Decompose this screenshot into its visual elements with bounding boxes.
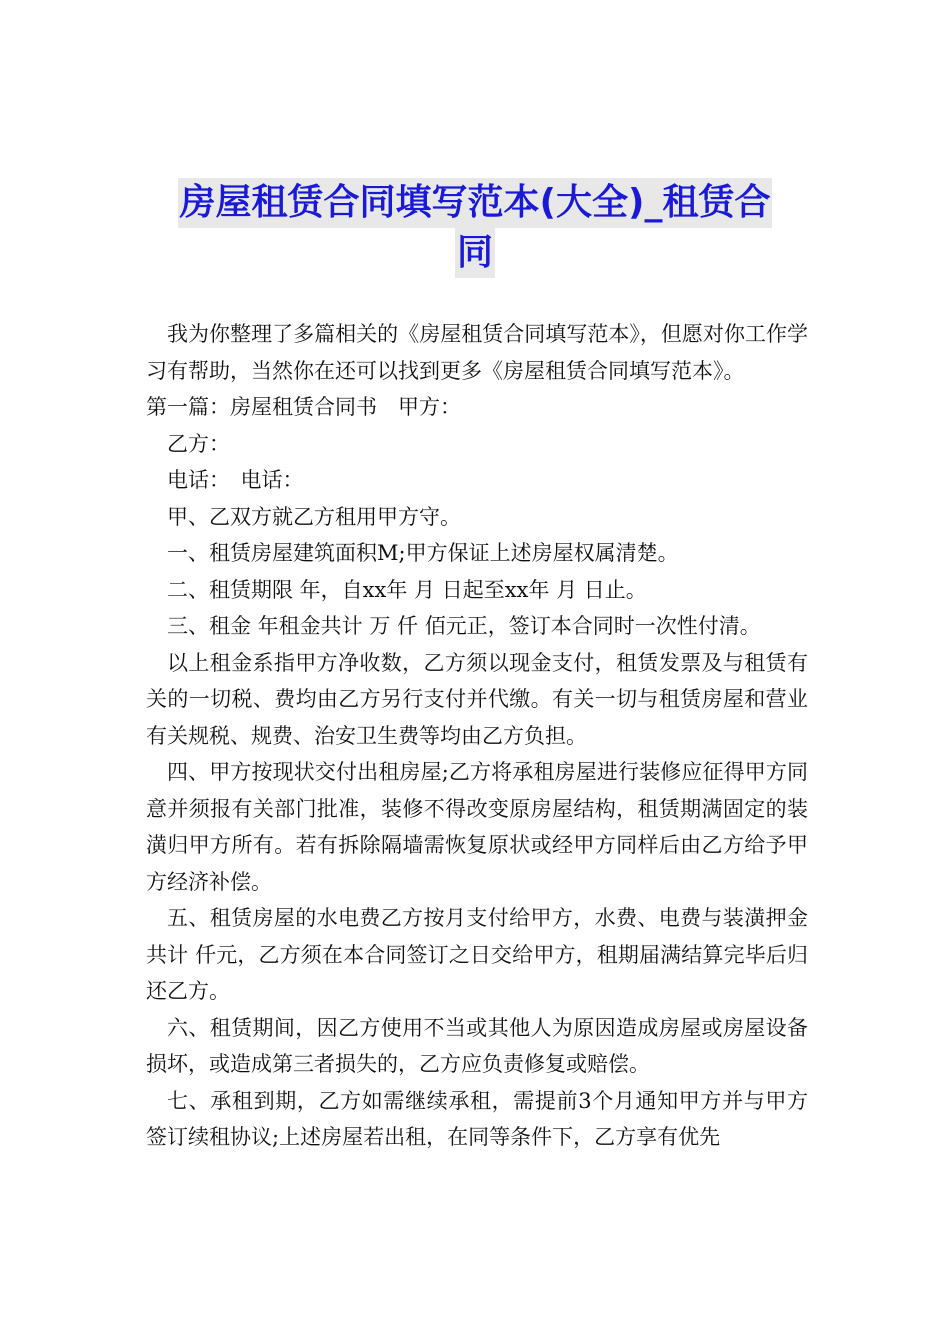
paragraph: 第一篇：房屋租赁合同书 甲方：: [146, 395, 461, 419]
paragraph: 二、租赁期限 年，自xx年 月 日起至xx年 月 日止。: [167, 577, 647, 602]
paragraph: 电话： 电话：: [167, 468, 304, 492]
paragraph: 以上租金系指甲方净收数，乙方须以现金支付，租赁发票及与租赁有关的一切税、费均由乙方另行支付并代缴。有关一切与租赁房屋和营业有关规税、规费、治安卫生费等均由乙方负担。: [146, 650, 808, 748]
title-line-1: 房屋租赁合同填写范本(大全)_租赁合: [178, 178, 773, 228]
paragraph: 甲、乙双方就乙方租用甲方守。: [167, 504, 461, 529]
paragraph: 乙方：: [167, 431, 230, 456]
paragraph: 一、租赁房屋建筑面积M;甲方保证上述房屋权属清楚。: [167, 541, 679, 565]
title-line-2: 同: [455, 228, 495, 278]
paragraph: 三、租金 年租金共计 万 仟 佰元正，签订本合同时一次性付清。: [167, 614, 761, 638]
document-body: [146, 316, 808, 1156]
paragraph: 四、甲方按现状交付出租房屋;乙方将承租房屋进行装修应征得甲方同意并须报有关部门批准，装修不得改变原房屋结构，租赁期满固定的装潢归甲方所有。若有拆除隔墙需恢复原状或经甲方同样后由乙方给予甲方经济补偿。: [146, 760, 808, 894]
paragraph: 我为你整理了多篇相关的《房屋租赁合同填写范本》，但愿对你工作学习有帮助，当然你在还可以找到更多《房屋租赁合同填写范本》。: [146, 322, 808, 383]
paragraph: 五、租赁房屋的水电费乙方按月支付给甲方，水费、电费与装潢押金共计 仟元，乙方须在本合同签订之日交给甲方，租期届满结算完毕后归还乙方。: [146, 906, 808, 1003]
document-title: [150, 178, 800, 278]
paragraph: 七、承租到期，乙方如需继续承租，需提前3个月通知甲方并与甲方签订续租协议;上述房屋若出租，在同等条件下，乙方享有优先: [146, 1088, 808, 1149]
paragraph: 六、租赁期间，因乙方使用不当或其他人为原因造成房屋或房屋设备损坏，或造成第三者损失的，乙方应负责修复或赔偿。: [146, 1015, 808, 1076]
